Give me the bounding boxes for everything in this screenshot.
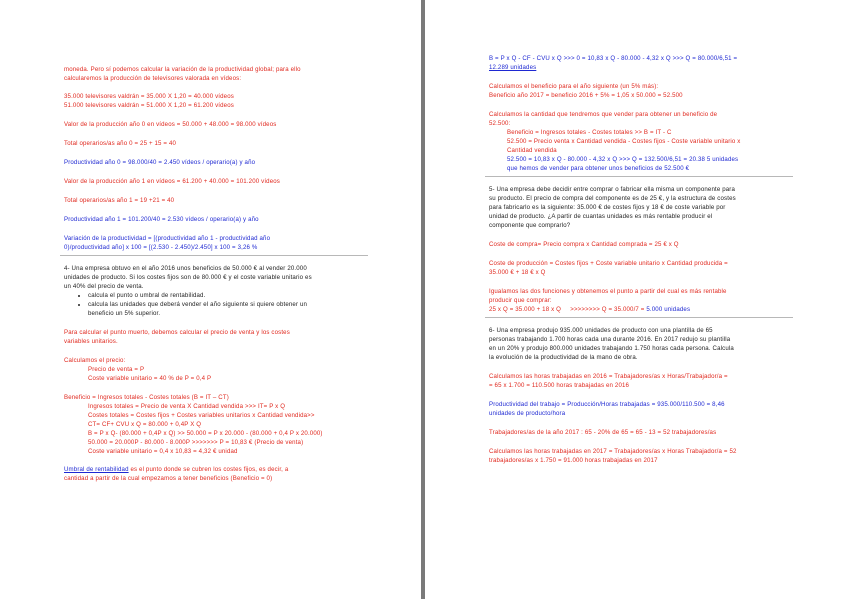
text-line: trabajadores/as x 1.750 = 91.000 horas trabajadas en 2017 xyxy=(489,457,658,464)
text-line: B = P x Q - CF - CVU x Q >>> 0 = 10,83 x Q - 80.000 - 4,32 x Q >>> Q = 80.000/6,51 = xyxy=(489,55,738,62)
text-line: producir que comprar: xyxy=(489,297,552,304)
text-line: 50.000 = 20.000P - 80.000 - 8.000P >>>>>>> P = 10,83 € (Precio de venta) xyxy=(88,439,304,446)
text-line: Productividad del trabajo = Producción/Horas trabajadas = 935.000/110.500 = 8,46 xyxy=(489,401,725,408)
question-4: 4- Una empresa obtuvo en el año 2016 unos beneficios de 50.000 € al vender 20.000 xyxy=(64,265,307,272)
text-line: B = P x Q- (80.000 + 0,4P x Q) >> 50.000 = P x 20.000 - (80.000 + 0,4 P x 20.000) xyxy=(88,430,323,437)
question-6: personas trabajando 1.700 horas cada una durante 2016. En 2017 redujo su plantilla xyxy=(489,336,731,343)
text-line: Total operarios/as año 0 = 25 + 15 = 40 xyxy=(64,140,177,147)
text-line: Coste de compra= Precio compra x Cantidad comprada = 25 € x Q xyxy=(489,241,679,248)
list-item: • calcula las unidades que deberá vender el año siguiente si quiere obtener un beneficio un 5% superior. xyxy=(88,300,364,318)
text-line: Total operarios/as año 1 = 19 +21 = 40 xyxy=(64,197,175,204)
text-line: = 65 x 1.700 = 110.500 horas trabajadas en 2016 xyxy=(489,382,630,389)
text-line: Beneficio = Ingresos totales - Costes totales (B = IT – CT) xyxy=(64,394,229,401)
text-line: Variación de la productividad = [(productividad año 1 - productividad año xyxy=(64,235,271,242)
section-divider xyxy=(485,176,793,177)
text-line: Calculamos las horas trabajadas en 2017 = Trabajadores/as x Horas Trabajador/a = 52 xyxy=(489,448,737,455)
section-divider xyxy=(485,317,793,318)
question-6: en un 20% y produjo 800.000 unidades trabajando 1.750 horas cada persona. Calcula xyxy=(489,345,734,352)
text-line: Calculamos la cantidad que tendremos que vender para obtener un beneficio de xyxy=(489,111,718,118)
text-line: CT= CF+ CVU x Q = 80.000 + 0,4P X Q xyxy=(88,421,202,428)
list-item: • calcula el punto o umbral de rentabilidad. xyxy=(88,291,364,300)
text-line: Cantidad vendida xyxy=(507,147,557,154)
document-page-right xyxy=(425,0,848,599)
text-line: que hemos de vender para obtener unos beneficios de 52.500 € xyxy=(507,165,690,172)
question-4-list xyxy=(64,291,364,318)
page-content-right xyxy=(489,54,789,465)
question-6: la evolución de la productividad de la mano de obra. xyxy=(489,354,638,361)
text-line: 12.289 unidades xyxy=(489,64,537,71)
text-line: Ingresos totales = Precio de venta X Cantidad vendida >>> IT= P x Q xyxy=(88,403,286,410)
question-5: para fabricarlo es la siguiente: 35.000 € de costes fijos y 18 € de coste variable por xyxy=(489,204,726,211)
text-line: 35.000 € + 18 € x Q xyxy=(489,269,546,276)
text-line: moneda. Pero sí podemos calcular la variación de la productividad global; para ello xyxy=(64,66,301,73)
text-line: cantidad a partir de la cual empezamos a tener beneficios (Beneficio = 0) xyxy=(64,475,273,482)
text-line: Costes totales = Costes fijos + Costes variables unitarios x Cantidad vendida>> xyxy=(88,412,315,419)
text-line: Coste variable unitario = 40 % de P = 0,4 P xyxy=(88,375,212,382)
text-line: Valor de la producción año 0 en vídeos = 50.000 + 48.000 = 98.000 vídeos xyxy=(64,121,277,128)
text-line: Beneficio año 2017 = beneficio 2016 + 5% = 1,05 x 50.000 = 52.500 xyxy=(489,92,683,99)
text-line: Trabajadores/as de la año 2017 : 65 - 20% de 65 = 65 - 13 = 52 trabajadores/as xyxy=(489,429,717,436)
text-line: Para calcular el punto muerto, debemos calcular el precio de venta y los costes xyxy=(64,329,290,336)
question-5: componente que comprarlo? xyxy=(489,222,571,229)
question-5: unidad de producto. ¿A partir de cuantas unidades es más rentable producir el xyxy=(489,213,713,220)
question-4: un 40% del precio de venta. xyxy=(64,283,144,290)
text-line: 25 x Q = 35.000 + 18 x Q >>>>>>>> Q = 35.000/7 = 5.000 unidades xyxy=(489,306,691,313)
text-line: Precio de venta = P xyxy=(88,366,145,373)
text-line: variables unitarios. xyxy=(64,338,118,345)
text-line: Igualamos las dos funciones y obtenemos el punto a partir del cual es más rentable xyxy=(489,288,727,295)
page-content-left xyxy=(64,65,364,483)
text-line: 0)/productividad año] x 100 = [(2.530 - 2.450)/2.450] x 100 = 3,26 % xyxy=(64,244,258,251)
text-line: 35.000 televisores valdrán = 35.000 X 1,20 = 40.000 vídeos xyxy=(64,93,234,100)
question-6: 6- Una empresa produjo 935.000 unidades de producto con una plantilla de 65 xyxy=(489,327,713,334)
question-5: su producto. El precio de compra del componente es de 25 €, y la estructura de costes xyxy=(489,195,736,202)
text-line: Umbral de rentabilidad es el punto donde se cubren los costes fijos, es decir, a xyxy=(64,466,289,473)
text-line: Coste de producción = Costes fijos + Coste variable unitario x Cantidad producida = xyxy=(489,260,728,267)
text-line: 52.500 = Precio venta x Cantidad vendida - Costes fijos - Coste variable unitario x xyxy=(507,138,741,145)
text-line: calcularemos la producción de televisores valorada en vídeos: xyxy=(64,75,242,82)
text-line: Valor de la producción año 1 en vídeos = 61.200 + 40.000 = 101.200 vídeos xyxy=(64,178,280,185)
text-line: Coste variable unitario = 0,4 x 10,83 = 4,32 € unidad xyxy=(88,448,238,455)
umbral-term: Umbral de rentabilidad xyxy=(64,466,129,473)
text-line: 52.500 = 10,83 x Q - 80.000 - 4,32 x Q >>> Q = 132.500/6,51 = 20.38 5 unidades xyxy=(507,156,739,163)
text-line: Calculamos las horas trabajadas en 2016 = Trabajadores/as x Horas/Trabajador/a = xyxy=(489,373,728,380)
text-line: 51.000 televisores valdrán = 51.000 X 1,20 = 61.200 vídeos xyxy=(64,102,234,109)
text-line: Calculamos el precio: xyxy=(64,357,126,364)
text-line: 52.500: xyxy=(489,120,511,127)
document-page-left xyxy=(0,0,421,599)
text-line: Calculamos el beneficio para el año siguiente (un 5% más): xyxy=(489,83,659,90)
text-line: Productividad año 0 = 98.000/40 = 2.450 vídeos / operario(a) y año xyxy=(64,159,256,166)
question-5: 5- Una empresa debe decidir entre comprar o fabricar ella misma un componente para xyxy=(489,186,736,193)
text-line: Productividad año 1 = 101.200/40 = 2.530 vídeos / operario(a) y año xyxy=(64,216,259,223)
section-divider xyxy=(60,255,368,256)
question-4: unidades de producto. Si los costes fijos son de 80.000 € y el coste variable unitario es xyxy=(64,274,312,281)
text-line: unidades de producto/hora xyxy=(489,410,566,417)
text-line: Beneficio = Ingresos totales - Costes totales >> B = IT - C xyxy=(507,129,672,136)
